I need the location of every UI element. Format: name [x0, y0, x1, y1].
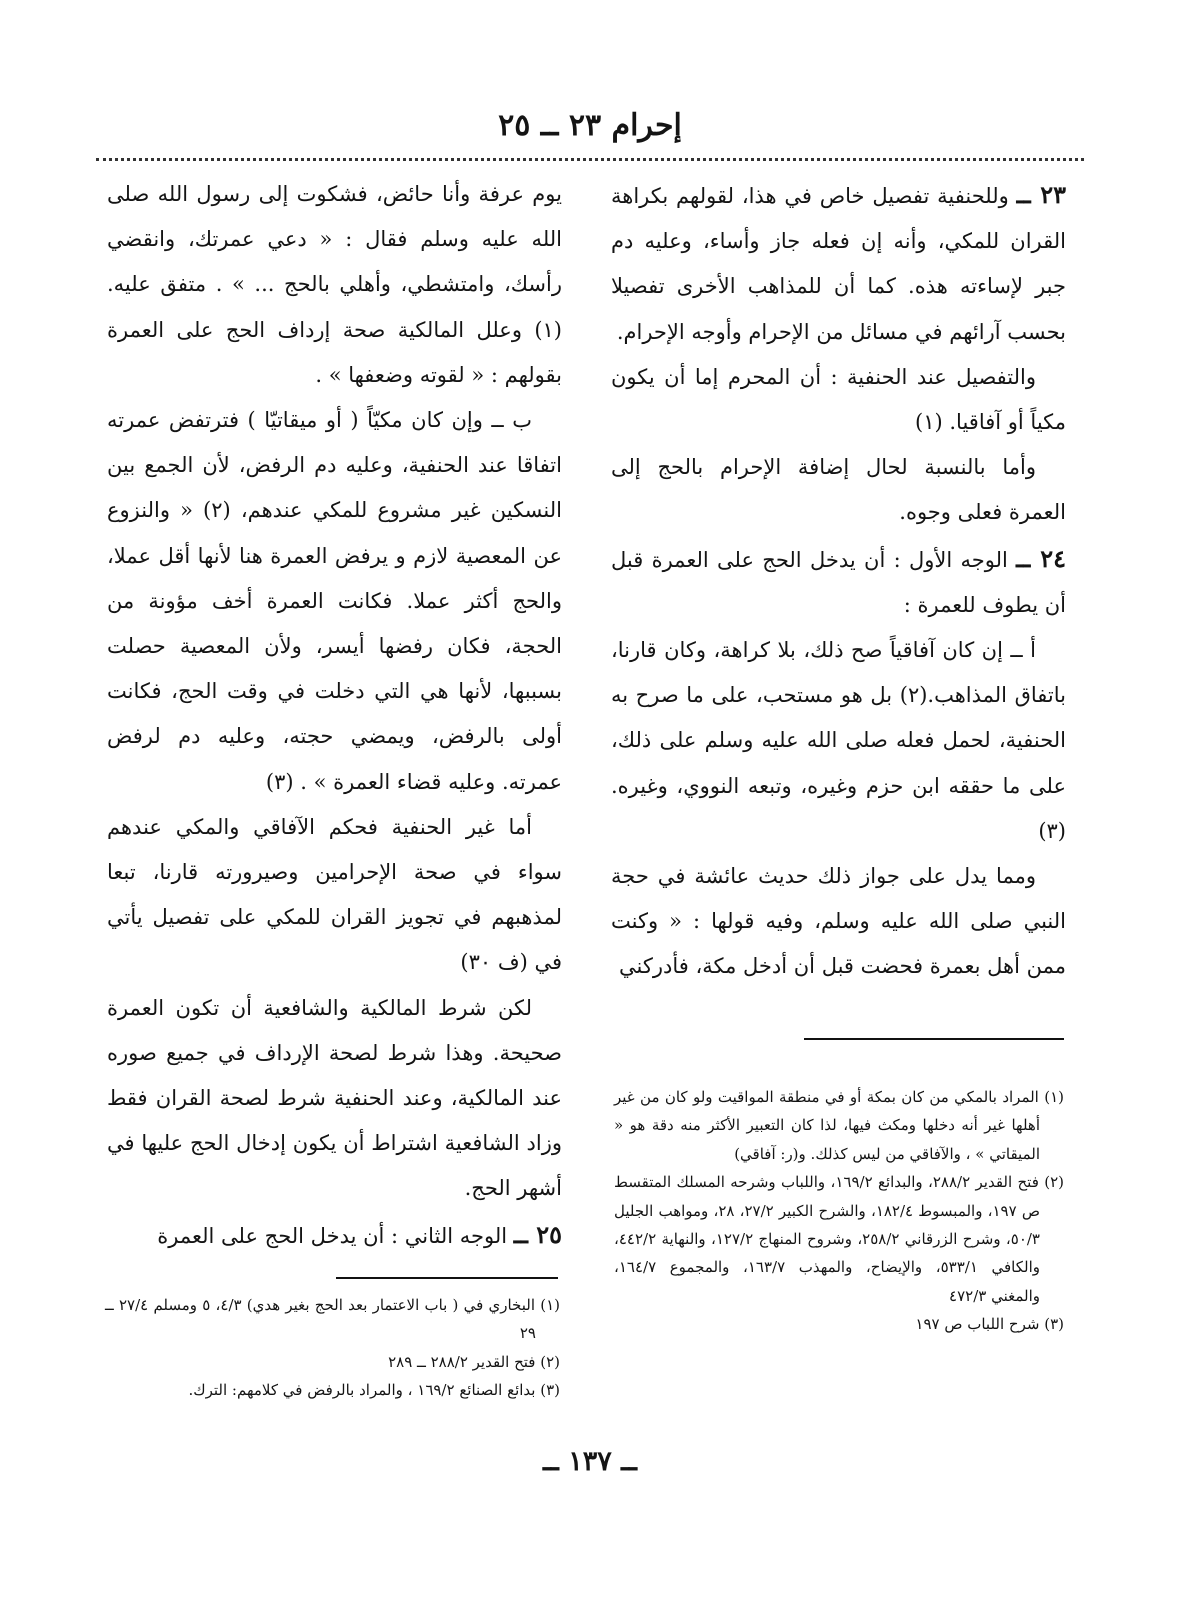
paragraph-23 [611, 172, 1066, 355]
paragraph: لكن شرط المالكية والشافعية أن تكون العمرة صحيحة. وهذا شرط لصحة الإرداف في جميع صوره عند المالكية، وعند الحنفية شرط لصحة القران فقط وزاد الشافعية اشتراط أن يكون إدخال الحج عليها في أشهر الحج. [107, 995, 562, 1201]
footnote: (٢) فتح القدير ٢٨٨/٢، والبدائع ١٦٩/٢، واللباب وشرحه المسلك المتقسط ص ١٩٧، والمبسوط ١٨٢/٤، والشرح الكبير ٢٧/٢، ٢٨، ومواهب الجليل ٥٠/٣، وشرح الزرقاني ٢٥٨/٢، وشروح المنهاج ١٢٧/٢، والنهاية ٤٤٢/٢، والكافي ٥٣٣/١، والإيضاح، والمهذب ١٦٣/٧، والمجموع ١٦٤/٧، والمغني ٤٧٢/٣ [614, 1173, 1064, 1305]
paragraph: أما غير الحنفية فحكم الآفاقي والمكي عندهم سواء في صحة الإحرامين وصيرورته قارنا، تبعا لمذهبهم في تجويز القران للمكي على تفصيل يأتي في (ف ٣٠) [107, 814, 562, 975]
footnotes-left [105, 1291, 560, 1405]
footnote-separator-left [336, 1277, 558, 1279]
footnotes-right [614, 1083, 1064, 1339]
paragraph-text: الوجه الثاني : أن يدخل الحج على العمرة [157, 1223, 508, 1248]
paragraph: ب ــ وإن كان مكيّاً ( أو ميقاتيّا ) فترتفض عمرته اتفاقا عند الحنفية، وعليه دم الرفض، لأن الجمع بين النسكين غير مشروع للمكي عندهم، (٢) « والنزوع عن المعصية لازم و يرفض العمرة هنا لأنها أقل عملا، والحج أكثر عملا. فكانت العمرة أخف مؤونة من الحجة، فكان رفضها أيسر، ولأن المعصية حصلت بسببها، لأنها هي التي دخلت في وقت الحج، فكانت أولى بالرفض، ويمضي حجته، وعليه دم لرفض عمرته. وعليه قضاء العمرة » . (٣) [107, 408, 562, 794]
header-dotted-rule [96, 158, 1084, 161]
page-number: ــ ١٣٧ ــ [543, 1446, 637, 1477]
paragraph: ومما يدل على جواز ذلك حديث عائشة في حجة النبي صلى الله عليه وسلم، وفيه قولها : « وكنت ممن أهل بعمرة فحضت قبل أن أدخل مكة، فأدركني [611, 864, 1066, 979]
section-number-25: ٢٥ ــ [513, 1219, 562, 1249]
paragraph-text: الوجه الأول : أن يدخل الحج على العمرة قبل أن يطوف للعمرة : [611, 547, 1066, 617]
footnote-separator-right [804, 1038, 1064, 1040]
running-header: إحرام ٢٣ ــ ٢٥ [498, 108, 682, 143]
left-column [107, 172, 562, 1259]
section-number-24: ٢٤ ــ [1016, 543, 1066, 573]
paragraph-25 [107, 1212, 562, 1259]
paragraph: أ ــ إن كان آفاقياً صح ذلك، بلا كراهة، وكان قارنا، باتفاق المذاهب.(٢) بل هو مستحب، على ما صرح به الحنفية، لحمل فعله صلى الله عليه وسلم على ذلك، على ما حققه ابن حزم وغيره، وتبعه النووي، وغيره. (٣) [611, 638, 1066, 843]
paragraph: والتفصيل عند الحنفية : أن المحرم إما أن يكون مكياً أو آفاقيا. (١) [611, 364, 1066, 435]
footnote: (٢) فتح القدير ٢٨٨/٢ ــ ٢٨٩ [388, 1352, 560, 1371]
footnote: (٣) شرح اللباب ص ١٩٧ [915, 1315, 1064, 1334]
paragraph-text: وللحنفية تفصيل خاص في هذا، لقولهم بكراهة القران للمكي، وأنه إن فعله جاز وأساء، وعليه دم جبر لإساءته هذه. كما أن للمذاهب الأخرى تفصيلا بحسب آرائهم في مسائل من الإحرام وأوجه الإحرام. [611, 184, 1066, 344]
paragraph: يوم عرفة وأنا حائض، فشكوت إلى رسول الله صلى الله عليه وسلم فقال : « دعي عمرتك، وانقضي رأسك، وامتشطي، وأهلي بالحج ... » . متفق عليه. (١) وعلل المالكية صحة إرداف الحج على العمرة بقولهم : « لقوته وضعفها » . [107, 182, 562, 387]
footnote: (٣) بدائع الصنائع ١٦٩/٢ ، والمراد بالرفض في كلامهم: الترك. [188, 1381, 560, 1400]
right-column [611, 172, 1066, 990]
section-number-23: ٢٣ ــ [1016, 180, 1066, 209]
paragraph: وأما بالنسبة لحال إضافة الإحرام بالحج إلى العمرة فعلى وجوه. [611, 455, 1066, 525]
paragraph-24 [611, 536, 1066, 628]
footnote: (١) المراد بالمكي من كان بمكة أو في منطقة المواقيت ولو كان من غير أهلها غير أنه دخلها ومكث فيها، لذا كان التعبير الأكثر منه دقة هو « الميقاتي » ، والآفاقي من ليس كذلك. و(ر: آفاقي) [614, 1088, 1064, 1163]
footnote: (١) البخاري في ( باب الاعتمار بعد الحج بغير هدي) ٤/٣، ٥ ومسلم ٢٧/٤ ــ ٢٩ [105, 1296, 560, 1343]
